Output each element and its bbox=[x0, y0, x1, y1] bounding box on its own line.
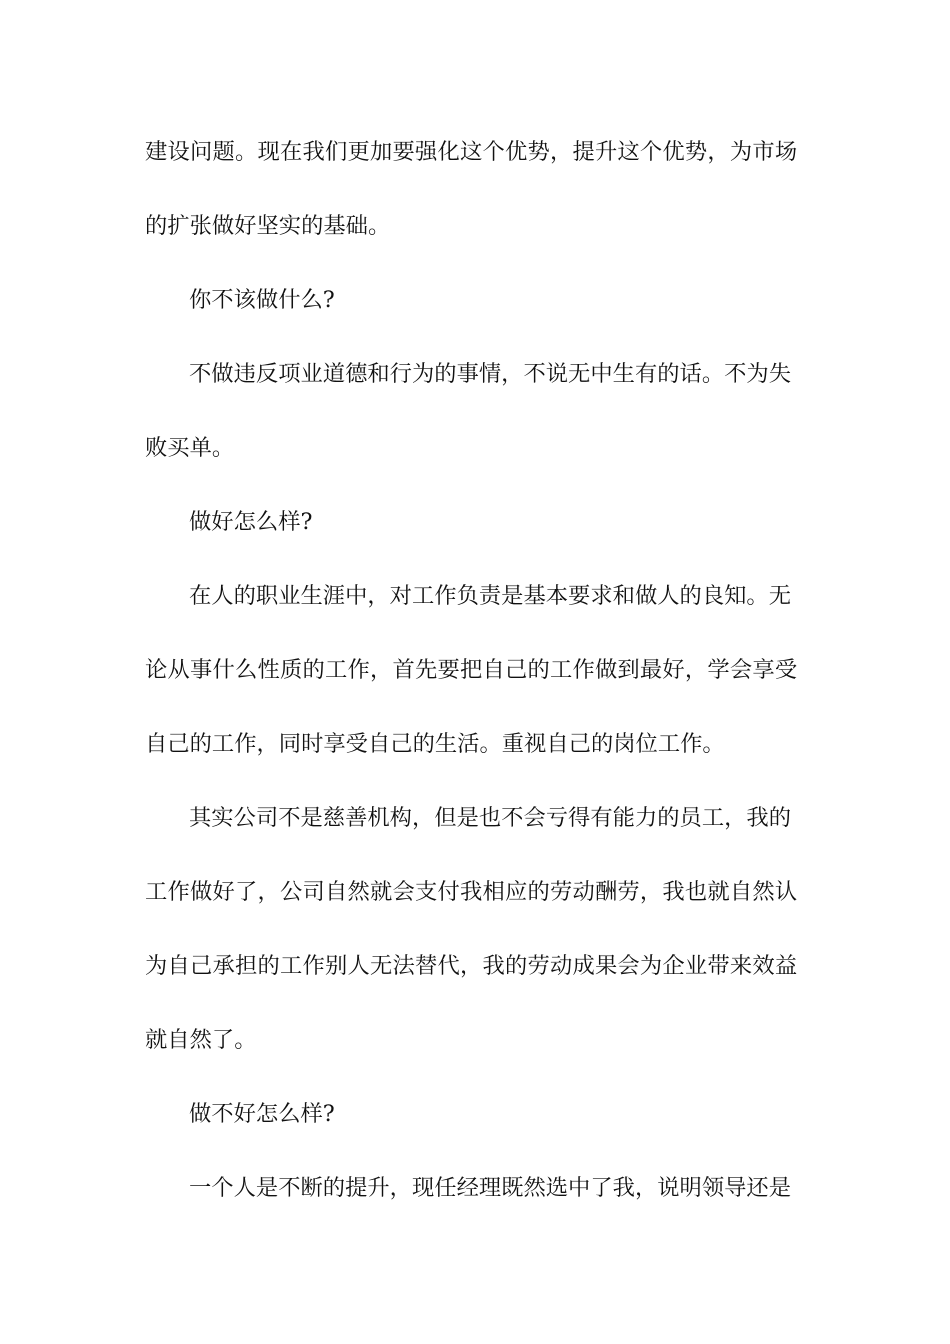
text-line: 工作做好了，公司自然就会支付我相应的劳动酬劳，我也就自然认 bbox=[145, 879, 798, 905]
question-heading: 做好怎么样? bbox=[189, 509, 313, 535]
text-line: 自己的工作，同时享受自己的生活。重视自己的岗位工作。 bbox=[145, 731, 725, 757]
text-line: 的扩张做好坚实的基础。 bbox=[145, 213, 391, 239]
text-line: 就自然了。 bbox=[145, 1027, 257, 1053]
text-line: 在人的职业生涯中，对工作负责是基本要求和做人的良知。无 bbox=[189, 583, 792, 609]
text-line: 建设问题。现在我们更加要强化这个优势，提升这个优势，为市场 bbox=[145, 139, 798, 165]
text-line: 论从事什么性质的工作，首先要把自己的工作做到最好，学会享受 bbox=[145, 657, 798, 683]
text-line: 其实公司不是慈善机构，但是也不会亏得有能力的员工，我的 bbox=[189, 805, 792, 831]
question-heading: 做不好怎么样? bbox=[189, 1101, 335, 1127]
text-line: 为自己承担的工作别人无法替代，我的劳动成果会为企业带来效益 bbox=[145, 953, 798, 979]
question-heading: 你不该做什么? bbox=[189, 287, 335, 313]
text-line: 败买单。 bbox=[145, 435, 235, 461]
body-text bbox=[145, 124, 813, 1234]
text-line: 不做违反项业道德和行为的事情，不说无中生有的话。不为失 bbox=[189, 361, 792, 387]
text-line: 一个人是不断的提升，现任经理既然选中了我，说明领导还是 bbox=[189, 1175, 792, 1201]
